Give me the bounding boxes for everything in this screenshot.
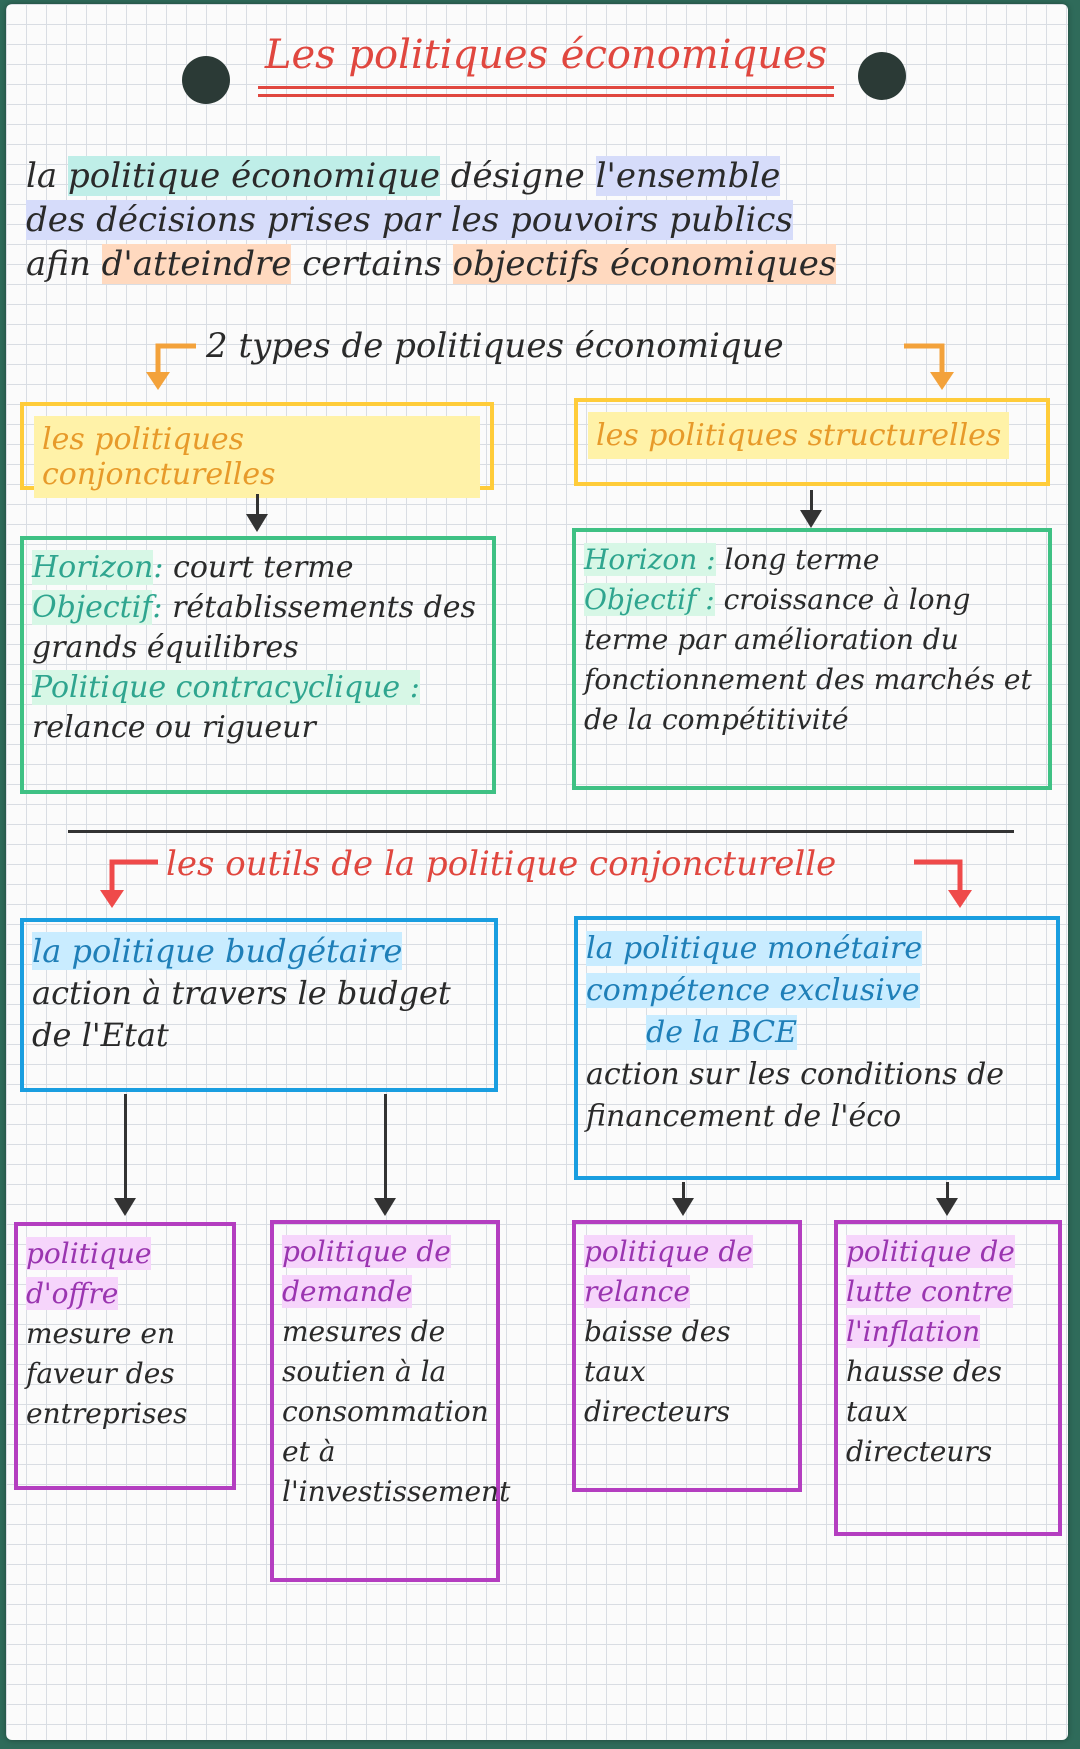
red-arrow-left-icon [86,850,166,914]
objectif-key: Objectif : [584,583,715,616]
orange-arrow-right-icon [898,334,968,394]
demande-desc: mesures de soutien à la consommation et à l'investissement [282,1315,511,1508]
inflation-box [834,1220,1062,1536]
budgetaire-box [20,918,498,1092]
down-arrow-icon [800,510,822,528]
intro-phrase: des décisions prises par les pouvoirs publics [26,200,793,240]
down-arrow-icon [374,1198,396,1216]
arrow-shaft [946,1182,949,1198]
monetaire-desc: action sur les conditions de financement de l'éco [586,1057,1005,1134]
intro-word: la [26,156,58,196]
arrow-shaft [682,1182,685,1198]
monetaire-title: la politique monétaire [586,931,923,966]
relance-box [572,1220,802,1492]
inflation-desc: hausse des taux directeurs [846,1355,1002,1468]
contracyclique-value: relance ou rigueur [32,710,316,745]
arrow-shaft [384,1094,387,1198]
monetaire-sub1: compétence exclusive [586,973,920,1008]
intro-word: afin [26,244,91,284]
conjoncturelles-label: les politiques conjoncturelles [34,416,480,498]
structurelles-label: les politiques structurelles [588,412,1009,459]
intro-word: certains [302,244,442,284]
tools-heading: les outils de la politique conjoncturelle [166,844,837,884]
binder-hole-left [182,56,230,104]
intro-key-term: politique économique [67,156,440,196]
binder-hole-right [858,52,906,100]
offre-title: politique d'offre [26,1237,152,1310]
intro-paragraph [26,154,1036,286]
title-underline [258,86,834,89]
inflation-title: politique de lutte contre l'inflation [846,1235,1015,1348]
arrow-shaft [256,494,259,516]
section-divider [68,830,1014,833]
horizon-value: court terme [173,550,354,585]
intro-phrase: objectifs économiques [452,244,837,284]
down-arrow-icon [936,1198,958,1216]
relance-desc: baisse des taux directeurs [584,1315,731,1428]
demande-box [270,1220,511,1582]
page-title: Les politiques économiques [264,32,828,78]
down-arrow-icon [246,514,268,532]
offre-box [14,1222,236,1490]
conjoncturelles-box [20,402,494,490]
relance-title: politique de relance [584,1235,753,1308]
arrow-shaft [810,490,813,512]
orange-arrow-left-icon [136,334,206,394]
budgetaire-title: la politique budgétaire [32,932,403,970]
structurelles-details [572,528,1052,790]
monetaire-sub2: de la BCE [646,1015,797,1050]
red-arrow-right-icon [908,850,988,914]
intro-word: désigne [450,156,585,196]
horizon-key: Horizon : [584,543,716,576]
structurelles-box [574,398,1050,486]
down-arrow-icon [114,1198,136,1216]
offre-desc: mesure en faveur des entreprises [26,1317,188,1430]
notebook-page [6,4,1068,1740]
conjoncturelles-details: Horizon: court terme Objectif: rétablissements des grands équilibres Politique contracyclique : relance ou rigueur [20,536,496,794]
budgetaire-desc: action à travers le budget de l'Etat [32,974,451,1054]
intro-word: d'atteindre [101,244,292,284]
monetaire-box [574,916,1060,1180]
objectif-value: rétablissements des grands équilibres [32,590,476,665]
down-arrow-icon [672,1198,694,1216]
horizon-key: Horizon [32,550,154,585]
objectif-key: Objectif [32,590,153,625]
demande-title: politique de demande [282,1235,451,1308]
title-underline-2 [258,94,834,97]
contracyclique-key: Politique contracyclique : [32,670,420,705]
objectif-value: croissance à long terme par amélioration du fonctionnement des marchés et de la compétitivité [584,583,1032,736]
types-heading: 2 types de politiques économique [206,326,784,366]
arrow-shaft [124,1094,127,1198]
horizon-value: long terme [724,543,880,576]
intro-word: l'ensemble [595,156,781,196]
